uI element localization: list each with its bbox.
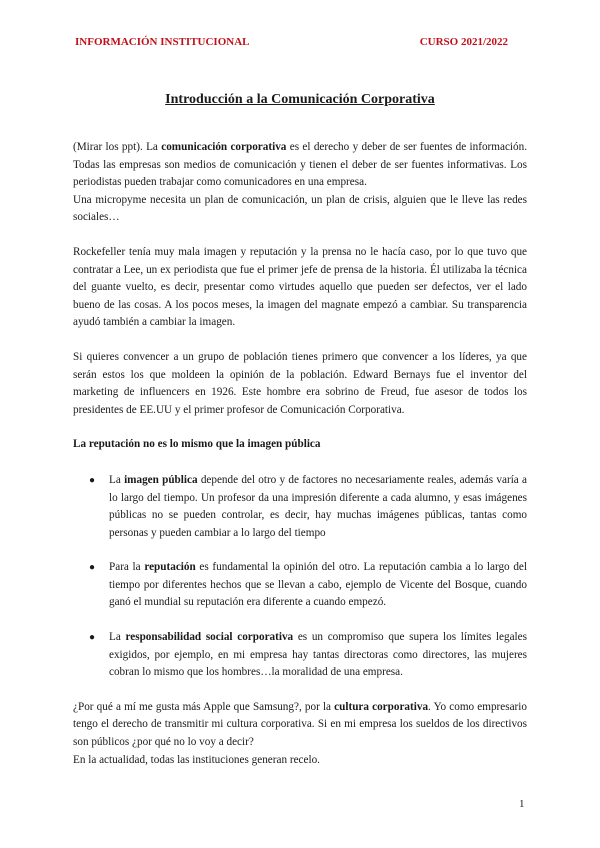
paragraph-intro: (Mirar los ppt). La comunicación corporativa es el derecho y deber de ser fuentes de información. Todas las empresas son medios de comunicación y tienen el deber de ser fuentes informativas. Los periodistas pueden trabajar como comunicadores en una empresa.	[73, 141, 527, 189]
list-item: ● La imagen pública depende del otro y de factores no necesariamente reales, además varía a lo largo del tiempo. Un profesor da una impresión diferente a cada alumno, y esas imágenes públicas no se pueden controlar, es decir, hay muchas imágenes públicas, tantas como personas y pueden cambiar a lo largo del tiempo	[89, 473, 527, 539]
page-number: 1	[519, 798, 525, 810]
paragraph-micropyme: Una micropyme necesita un plan de comunicación, un plan de crisis, alguien que le lleve las redes sociales…	[73, 193, 527, 224]
bold-term: comunicación corporativa	[161, 141, 287, 153]
list-item: ● La responsabilidad social corporativa es un compromiso que supera los límites legales exigidos, por ejemplo, en mi empresa hay tantas directoras como directores, las mujeres cobran lo mismo que los hombres…la moralidad de una empresa.	[89, 631, 527, 679]
list-item: ● Para la reputación es fundamental la opinión del otro. La reputación cambia a lo largo del tiempo por diferentes hechos que se llevan a cabo, ejemplo de Vicente del Bosque, cuando ganó el mundial su reputación era diferente a cuando empezó.	[89, 561, 528, 609]
bullet-icon: ●	[89, 562, 96, 574]
paragraph-bernays: Si quieres convencer a un grupo de población tienes primero que convencer a los líderes, ya que serán estos los que moldeen la opinión de la población. Edward Bernays fue el inventor del marketing de influencers en 1926. Este hombre era sobrino de Freud, fue asesor de todos los presidentes de EE.UU y el primer profesor de Comunicación Corporativa.	[73, 350, 527, 416]
paragraph-rockefeller: Rockefeller tenía muy mala imagen y reputación y la prensa no le hacía caso, por lo que tuvo que contratar a Lee, un ex periodista que fue el primer jefe de prensa de la historia. Él utilizaba la técnica del guante vuelto, es decir, presentar como virtudes aquello que pueden ser defectos, ver el lado bueno de las cosas. A los pocos meses, la imagen del magnate empezó a cambiar. Su transparencia ayudó también a cambiar la imagen.	[73, 245, 527, 329]
bold-term: responsabilidad social corporativa	[125, 631, 294, 644]
bullet-list	[73, 472, 527, 682]
paragraph-apple: ¿Por qué a mí me gusta más Apple que Samsung?, por la cultura corporativa. Yo como empresario tengo el derecho de transmitir mi cultura corporativa. Si en mi empresa los sueldos de los directivos son públicos ¿por qué no lo voy a decir?	[73, 700, 527, 749]
page-header	[75, 36, 508, 48]
bold-term: reputación	[144, 561, 196, 574]
header-left: INFORMACIÓN INSTITUCIONAL	[75, 36, 250, 48]
paragraph-closing: En la actualidad, todas las instituciones generan recelo.	[73, 753, 320, 766]
bullet-icon: ●	[89, 474, 96, 486]
document-body	[73, 139, 527, 769]
bullet-icon: ●	[89, 632, 96, 644]
header-right: CURSO 2021/2022	[419, 36, 508, 48]
bold-term: cultura corporativa	[334, 700, 429, 713]
document-title: Introducción a la Comunicación Corporativa	[165, 92, 435, 107]
bold-term: imagen pública	[124, 473, 198, 486]
subheading: La reputación no es lo mismo que la imagen pública	[73, 438, 321, 451]
